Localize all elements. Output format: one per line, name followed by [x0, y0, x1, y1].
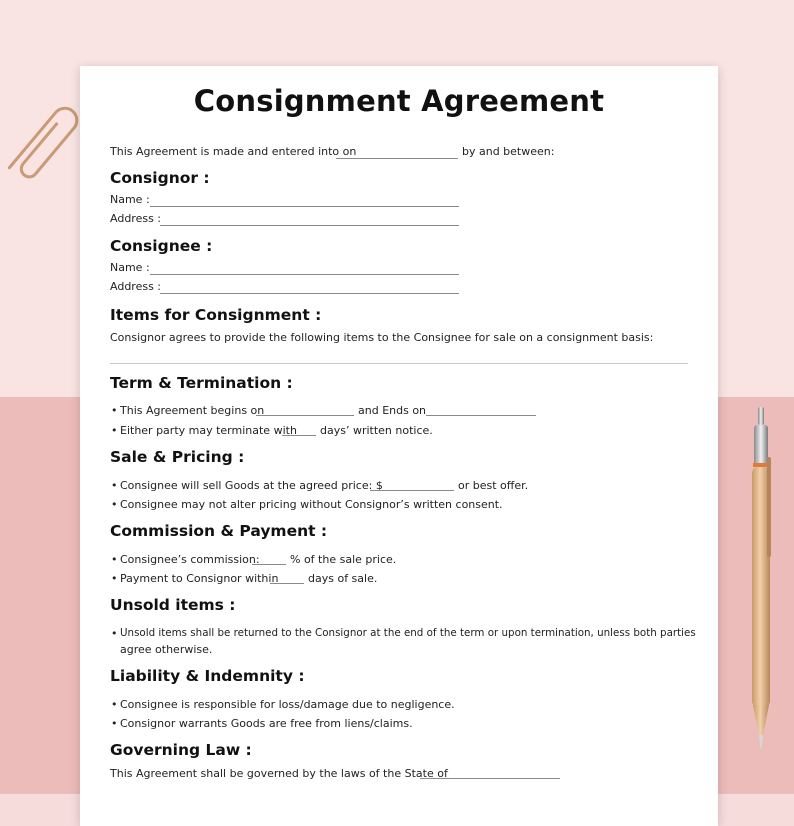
bullet: • [111, 424, 118, 437]
term-ends-label: and Ends on [358, 404, 427, 417]
sale-price-field[interactable] [370, 490, 454, 491]
sale-price-suffix: or best offer. [458, 479, 529, 492]
governing-law-text: This Agreement shall be governed by the laws of the State of [110, 767, 448, 780]
items-text: Consignor agrees to provide the following items to the Consignee for sale on a consignment basis: [110, 331, 654, 344]
governing-law-heading: Governing Law : [110, 741, 252, 759]
bullet: • [111, 498, 118, 511]
state-field[interactable] [420, 778, 560, 779]
term-end-date-field[interactable] [426, 415, 536, 416]
items-heading: Items for Consignment : [110, 306, 322, 324]
unsold-text-line1: Unsold items shall be returned to the Consignor at the end of the term or upon termination, unless both parties [120, 627, 696, 639]
consignor-address-label: Address : [110, 212, 162, 225]
consignee-heading: Consignee : [110, 237, 213, 255]
consignor-name-label: Name : [110, 193, 150, 206]
term-heading: Term & Termination : [110, 374, 293, 392]
consignee-name-label: Name : [110, 261, 150, 274]
term-notice-prefix: Either party may terminate with [120, 424, 297, 437]
agreement-date-field[interactable] [336, 158, 458, 159]
consignor-address-field[interactable] [160, 225, 459, 226]
payment-suffix: days of sale. [308, 572, 378, 585]
unsold-text-line2: agree otherwise. [120, 643, 213, 656]
liability-heading: Liability & Indemnity : [110, 667, 305, 685]
sale-heading: Sale & Pricing : [110, 448, 245, 466]
bullet: • [111, 572, 118, 585]
consignee-address-label: Address : [110, 280, 162, 293]
commission-suffix: % of the sale price. [290, 553, 397, 566]
unsold-heading: Unsold items : [110, 596, 236, 614]
notice-days-field[interactable] [282, 435, 316, 436]
consignor-heading: Consignor : [110, 169, 210, 187]
intro-prefix: This Agreement is made and entered into on [110, 145, 357, 158]
bullet: • [111, 479, 118, 492]
page-title: Consignment Agreement [193, 84, 605, 118]
consignee-address-field[interactable] [160, 293, 459, 294]
consignee-name-field[interactable] [150, 274, 459, 275]
liability-text-2: Consignor warrants Goods are free from liens/claims. [120, 717, 413, 730]
paperclip-icon [4, 92, 84, 192]
bullet: • [111, 698, 118, 711]
payment-prefix: Payment to Consignor within [120, 572, 279, 585]
term-begins-prefix: This Agreement begins on [120, 404, 265, 417]
term-begin-date-field[interactable] [256, 415, 354, 416]
items-divider [110, 363, 688, 364]
commission-prefix: Consignee’s commission: [120, 553, 260, 566]
sale-pricing-consent: Consignee may not alter pricing without Consignor’s written consent. [120, 498, 503, 511]
bullet: • [111, 627, 118, 640]
payment-days-field[interactable] [270, 583, 304, 584]
consignor-name-field[interactable] [150, 206, 459, 207]
bullet: • [111, 717, 118, 730]
commission-heading: Commission & Payment : [110, 522, 328, 540]
agreement-paper [80, 66, 718, 826]
bullet: • [111, 404, 118, 417]
liability-text-1: Consignee is responsible for loss/damage due to negligence. [120, 698, 455, 711]
pen-icon [738, 405, 782, 755]
bullet: • [111, 553, 118, 566]
commission-percent-field[interactable] [252, 564, 286, 565]
sale-price-prefix: Consignee will sell Goods at the agreed price: $ [120, 479, 383, 492]
term-notice-suffix: days’ written notice. [320, 424, 433, 437]
intro-suffix: by and between: [462, 145, 555, 158]
